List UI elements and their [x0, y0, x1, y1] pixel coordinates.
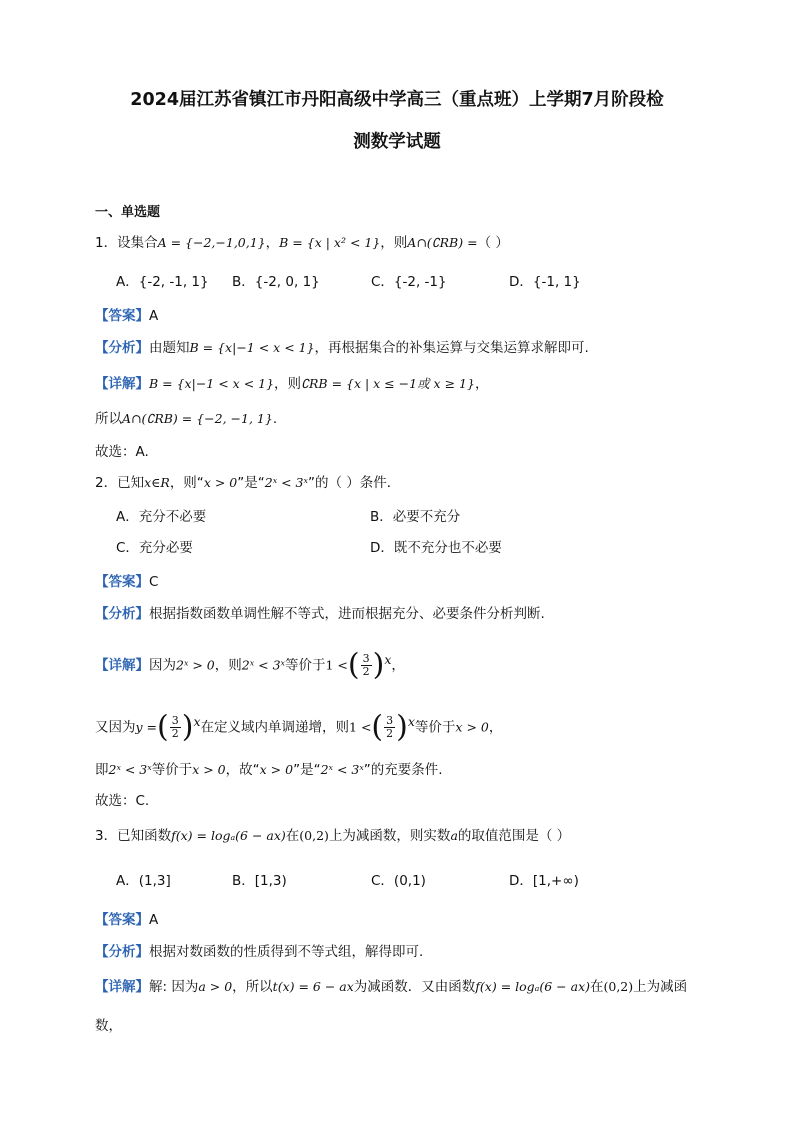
fraction-three-halves: $\frac{3}{2}$: [171, 714, 179, 740]
q3-option-a: A．(1,3]: [116, 873, 171, 889]
q3-analysis: 【分析】根据对数函数的性质得到不等式组，解得即可.: [95, 944, 424, 960]
detail-label: 【详解】: [95, 376, 149, 392]
q2-option-b: B．必要不充分: [370, 509, 461, 525]
q2-answer: 【答案】C: [95, 574, 159, 590]
q3-option-c: C．(0,1): [371, 873, 426, 889]
q2-stem: 2．已知x∈R，则“x > 0”是“2ˣ < 3ˣ”的（ ）条件．: [95, 475, 401, 491]
q1-detail-2: 所以A∩(∁RB) = {−2, −1, 1}.: [95, 411, 278, 427]
analysis-label: 【分析】: [95, 340, 149, 356]
q1-option-a: A．{-2, -1, 1}: [116, 274, 209, 290]
q2-conclusion: 故选：C.: [95, 793, 150, 809]
fraction-three-halves: $\frac{3}{2}$: [362, 652, 370, 678]
q1-option-b: B．{-2, 0, 1}: [232, 274, 320, 290]
q2-detail-2: 又因为y =( $\frac{3}{2}$ )$^x$在定义域内单调递增，则1 <( $\frac{3}{2}$ )$^x$等价于x > 0，: [95, 709, 503, 745]
q2-option-d: D．既不充分也不必要: [370, 540, 502, 556]
q1-analysis: 【分析】由题知B = {x|−1 < x < 1}，再根据集合的补集运算与交集运算求解即可.: [95, 340, 589, 356]
q1-detail: 【详解】B = {x|−1 < x < 1}，则∁RB = {x | x ≤ −1或 x ≥ 1}，: [95, 376, 489, 392]
q1-answer: 【答案】A: [95, 308, 159, 324]
q3-option-b: B．[1,3): [232, 873, 287, 889]
q2-detail: 【详解】因为2ˣ > 0，则2ˣ < 3ˣ等价于1 <( $\frac{3}{2}$ )$^x$，: [95, 647, 405, 683]
q3-stem: 3．已知函数f(x) = logₐ(6 − ax)在(0,2)上为减函数，则实数a的取值范围是（ ）: [95, 828, 571, 844]
q2-detail-3: 即2ˣ < 3ˣ等价于x > 0，故“x > 0”是“2ˣ < 3ˣ”的充要条件.: [95, 762, 443, 778]
q3-option-d: D．[1,+∞): [509, 873, 579, 889]
q2-option-a: A．充分不必要: [116, 509, 207, 525]
answer-label: 【答案】: [95, 308, 149, 324]
section-heading: 一、单选题: [95, 205, 161, 220]
q1-conclusion: 故选：A.: [95, 444, 149, 460]
q2-option-c: C．充分必要: [116, 540, 193, 556]
q3-detail-2: 数，: [95, 1018, 122, 1034]
q3-answer: 【答案】A: [95, 912, 159, 928]
q1-option-d: D．{-1, 1}: [509, 274, 581, 290]
q1-stem: 1．设集合A = {−2,−1,0,1}，B = {x | x² < 1}，则A∩(∁RB) =（ ）: [95, 235, 509, 251]
q3-detail: 【详解】解: 因为a > 0，所以t(x) = 6 − ax为减函数．又由函数f(x) = logₐ(6 − ax)在(0,2)上为减函: [95, 979, 688, 995]
q2-analysis: 【分析】根据指数函数单调性解不等式，进而根据充分、必要条件分析判断.: [95, 606, 545, 622]
document-title-line-2: 测数学试题: [353, 132, 441, 152]
document-title-line-1: 2024届江苏省镇江市丹阳高级中学高三（重点班）上学期7月阶段检: [130, 90, 664, 110]
fraction-three-halves: $\frac{3}{2}$: [386, 714, 394, 740]
q1-option-c: C．{-2, -1}: [371, 274, 447, 290]
